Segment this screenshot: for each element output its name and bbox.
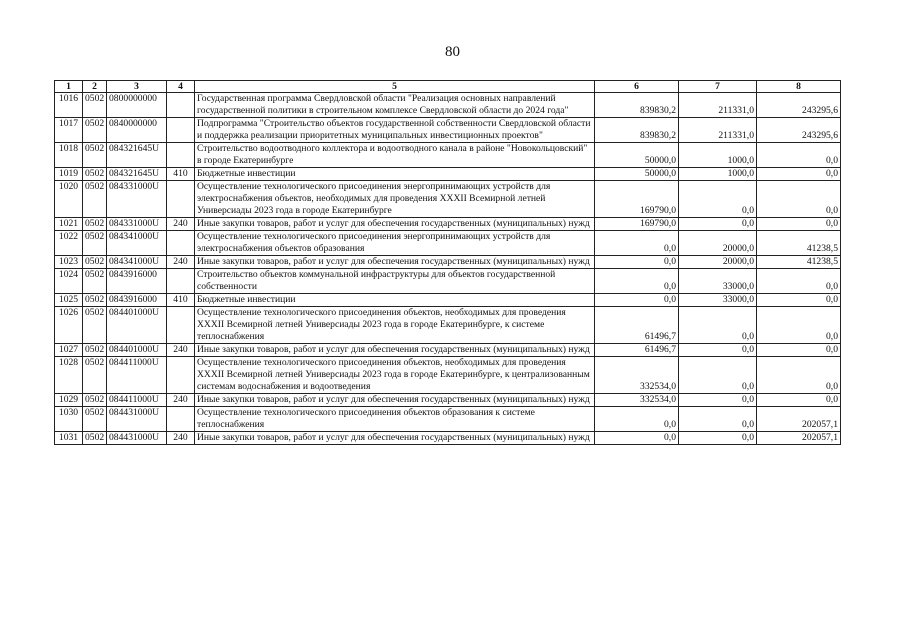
amount-col7-cell: 33000,0 <box>679 294 757 307</box>
table-row <box>55 218 841 231</box>
row-number-cell: 1016 <box>55 93 83 118</box>
table-row <box>55 432 841 445</box>
row-number-cell: 1031 <box>55 432 83 445</box>
amount-col8-cell: 41238,5 <box>757 231 841 256</box>
row-number-cell: 1024 <box>55 269 83 294</box>
target-article-cell: 084341000U <box>107 256 167 269</box>
amount-col6-cell: 332534,0 <box>595 357 679 394</box>
target-article-cell: 0843916000 <box>107 294 167 307</box>
amount-col7-cell: 20000,0 <box>679 256 757 269</box>
expense-type-cell: 240 <box>167 432 195 445</box>
section-code-cell: 0502 <box>83 407 107 432</box>
expense-type-cell: 240 <box>167 344 195 357</box>
amount-col8-cell: 0,0 <box>757 218 841 231</box>
table-row <box>55 269 841 294</box>
amount-col7-cell: 0,0 <box>679 181 757 218</box>
amount-col6-cell: 61496,7 <box>595 307 679 344</box>
section-code-cell: 0502 <box>83 269 107 294</box>
expense-type-cell <box>167 93 195 118</box>
section-code-cell: 0502 <box>83 357 107 394</box>
row-number-cell: 1022 <box>55 231 83 256</box>
table-row <box>55 231 841 256</box>
section-code-cell: 0502 <box>83 143 107 168</box>
amount-col7-cell: 0,0 <box>679 407 757 432</box>
section-code-cell: 0502 <box>83 181 107 218</box>
amount-col8-cell: 0,0 <box>757 294 841 307</box>
row-number-cell: 1028 <box>55 357 83 394</box>
section-code-cell: 0502 <box>83 344 107 357</box>
target-article-cell: 084431000U <box>107 432 167 445</box>
header-cell-3: 3 <box>107 81 167 93</box>
amount-col7-cell: 211331,0 <box>679 118 757 143</box>
section-code-cell: 0502 <box>83 307 107 344</box>
description-cell: Осуществление технологического присоединения энергопринимающих устройств для электроснабжения объектов, необходимых для проведения XXXII Всемирной летней Универсиады 2023 года в городе Екатеринбурге <box>195 181 595 218</box>
expense-type-cell: 240 <box>167 394 195 407</box>
row-number-cell: 1029 <box>55 394 83 407</box>
amount-col6-cell: 0,0 <box>595 294 679 307</box>
description-cell: Иные закупки товаров, работ и услуг для обеспечения государственных (муниципальных) нужд <box>195 432 595 445</box>
amount-col6-cell: 169790,0 <box>595 181 679 218</box>
table-row <box>55 307 841 344</box>
amount-col8-cell: 243295,6 <box>757 118 841 143</box>
table-row <box>55 118 841 143</box>
expense-type-cell <box>167 231 195 256</box>
amount-col6-cell: 169790,0 <box>595 218 679 231</box>
expense-type-cell <box>167 357 195 394</box>
target-article-cell: 084431000U <box>107 407 167 432</box>
header-cell-4: 4 <box>167 81 195 93</box>
row-number-cell: 1030 <box>55 407 83 432</box>
row-number-cell: 1027 <box>55 344 83 357</box>
page-number: 80 <box>445 44 460 60</box>
description-cell: Государственная программа Свердловской области "Реализация основных направлений государственной политики в строительном комплексе Свердловской области до 2024 года" <box>195 93 595 118</box>
expense-type-cell <box>167 143 195 168</box>
amount-col7-cell: 0,0 <box>679 394 757 407</box>
amount-col8-cell: 41238,5 <box>757 256 841 269</box>
table-row <box>55 344 841 357</box>
amount-col6-cell: 839830,2 <box>595 93 679 118</box>
amount-col6-cell: 0,0 <box>595 256 679 269</box>
description-cell: Иные закупки товаров, работ и услуг для обеспечения государственных (муниципальных) нужд <box>195 218 595 231</box>
target-article-cell: 084331000U <box>107 181 167 218</box>
header-cell-5: 5 <box>195 81 595 93</box>
header-cell-7: 7 <box>679 81 757 93</box>
amount-col8-cell: 0,0 <box>757 168 841 181</box>
amount-col6-cell: 0,0 <box>595 432 679 445</box>
table-row <box>55 294 841 307</box>
section-code-cell: 0502 <box>83 168 107 181</box>
amount-col7-cell: 1000,0 <box>679 143 757 168</box>
target-article-cell: 0843916000 <box>107 269 167 294</box>
table-row <box>55 407 841 432</box>
description-cell: Иные закупки товаров, работ и услуг для обеспечения государственных (муниципальных) нужд <box>195 394 595 407</box>
expense-type-cell <box>167 118 195 143</box>
description-cell: Строительство объектов коммунальной инфраструктуры для объектов государственной собственности <box>195 269 595 294</box>
section-code-cell: 0502 <box>83 93 107 118</box>
table-row <box>55 168 841 181</box>
target-article-cell: 084401000U <box>107 307 167 344</box>
section-code-cell: 0502 <box>83 432 107 445</box>
section-code-cell: 0502 <box>83 256 107 269</box>
target-article-cell: 0800000000 <box>107 93 167 118</box>
expense-type-cell: 240 <box>167 256 195 269</box>
header-cell-2: 2 <box>83 81 107 93</box>
description-cell: Подпрограмма "Строительство объектов государственной собственности Свердловской области и поддержка реализации приоритетных муниципальных инвестиционных проектов" <box>195 118 595 143</box>
expense-type-cell <box>167 407 195 432</box>
description-cell: Бюджетные инвестиции <box>195 168 595 181</box>
amount-col8-cell: 0,0 <box>757 357 841 394</box>
table-row <box>55 357 841 394</box>
amount-col8-cell: 202057,1 <box>757 407 841 432</box>
description-cell: Осуществление технологического присоединения энергопринимающих устройств для электроснабжения объектов образования <box>195 231 595 256</box>
amount-col7-cell: 0,0 <box>679 432 757 445</box>
description-cell: Бюджетные инвестиции <box>195 294 595 307</box>
amount-col6-cell: 0,0 <box>595 269 679 294</box>
target-article-cell: 084341000U <box>107 231 167 256</box>
header-cell-8: 8 <box>757 81 841 93</box>
amount-col6-cell: 50000,0 <box>595 168 679 181</box>
amount-col7-cell: 33000,0 <box>679 269 757 294</box>
amount-col6-cell: 0,0 <box>595 407 679 432</box>
amount-col7-cell: 211331,0 <box>679 93 757 118</box>
amount-col6-cell: 50000,0 <box>595 143 679 168</box>
table-row <box>55 143 841 168</box>
section-code-cell: 0502 <box>83 118 107 143</box>
amount-col8-cell: 243295,6 <box>757 93 841 118</box>
amount-col8-cell: 0,0 <box>757 269 841 294</box>
description-cell: Строительство водоотводного коллектора и водоотводного канала в районе "Новокольцовский" в городе Екатеринбурге <box>195 143 595 168</box>
row-number-cell: 1025 <box>55 294 83 307</box>
expense-type-cell <box>167 307 195 344</box>
amount-col8-cell: 0,0 <box>757 394 841 407</box>
row-number-cell: 1018 <box>55 143 83 168</box>
amount-col6-cell: 839830,2 <box>595 118 679 143</box>
header-row <box>55 81 841 93</box>
expense-type-cell: 410 <box>167 294 195 307</box>
section-code-cell: 0502 <box>83 394 107 407</box>
description-cell: Осуществление технологического присоединения объектов, необходимых для проведения XXXII Всемирной летней Универсиады 2023 года в городе Екатеринбурге, к централизованным системам водоснабжения и водоотведения <box>195 357 595 394</box>
budget-table <box>54 80 841 445</box>
description-cell: Иные закупки товаров, работ и услуг для обеспечения государственных (муниципальных) нужд <box>195 344 595 357</box>
amount-col6-cell: 0,0 <box>595 231 679 256</box>
amount-col7-cell: 0,0 <box>679 344 757 357</box>
row-number-cell: 1020 <box>55 181 83 218</box>
amount-col6-cell: 332534,0 <box>595 394 679 407</box>
table-row <box>55 93 841 118</box>
target-article-cell: 084401000U <box>107 344 167 357</box>
amount-col8-cell: 202057,1 <box>757 432 841 445</box>
description-cell: Осуществление технологического присоединения объектов, необходимых для проведения XXXII Всемирной летней Универсиады 2023 года в городе Екатеринбурге, к системе теплоснабжения <box>195 307 595 344</box>
amount-col6-cell: 61496,7 <box>595 344 679 357</box>
amount-col8-cell: 0,0 <box>757 307 841 344</box>
section-code-cell: 0502 <box>83 231 107 256</box>
expense-type-cell: 410 <box>167 168 195 181</box>
target-article-cell: 084411000U <box>107 394 167 407</box>
expense-type-cell: 240 <box>167 218 195 231</box>
header-cell-6: 6 <box>595 81 679 93</box>
description-cell: Иные закупки товаров, работ и услуг для обеспечения государственных (муниципальных) нужд <box>195 256 595 269</box>
amount-col8-cell: 0,0 <box>757 344 841 357</box>
amount-col7-cell: 20000,0 <box>679 231 757 256</box>
table-row <box>55 256 841 269</box>
amount-col7-cell: 0,0 <box>679 218 757 231</box>
amount-col8-cell: 0,0 <box>757 181 841 218</box>
target-article-cell: 084411000U <box>107 357 167 394</box>
row-number-cell: 1019 <box>55 168 83 181</box>
header-cell-1: 1 <box>55 81 83 93</box>
description-cell: Осуществление технологического присоединения объектов образования к системе теплоснабжения <box>195 407 595 432</box>
table-row <box>55 181 841 218</box>
expense-type-cell <box>167 269 195 294</box>
table-row <box>55 394 841 407</box>
amount-col7-cell: 0,0 <box>679 357 757 394</box>
amount-col7-cell: 1000,0 <box>679 168 757 181</box>
row-number-cell: 1017 <box>55 118 83 143</box>
expense-type-cell <box>167 181 195 218</box>
target-article-cell: 084321645U <box>107 143 167 168</box>
target-article-cell: 0840000000 <box>107 118 167 143</box>
row-number-cell: 1023 <box>55 256 83 269</box>
row-number-cell: 1021 <box>55 218 83 231</box>
target-article-cell: 084331000U <box>107 218 167 231</box>
amount-col7-cell: 0,0 <box>679 307 757 344</box>
section-code-cell: 0502 <box>83 218 107 231</box>
section-code-cell: 0502 <box>83 294 107 307</box>
row-number-cell: 1026 <box>55 307 83 344</box>
amount-col8-cell: 0,0 <box>757 143 841 168</box>
target-article-cell: 084321645U <box>107 168 167 181</box>
